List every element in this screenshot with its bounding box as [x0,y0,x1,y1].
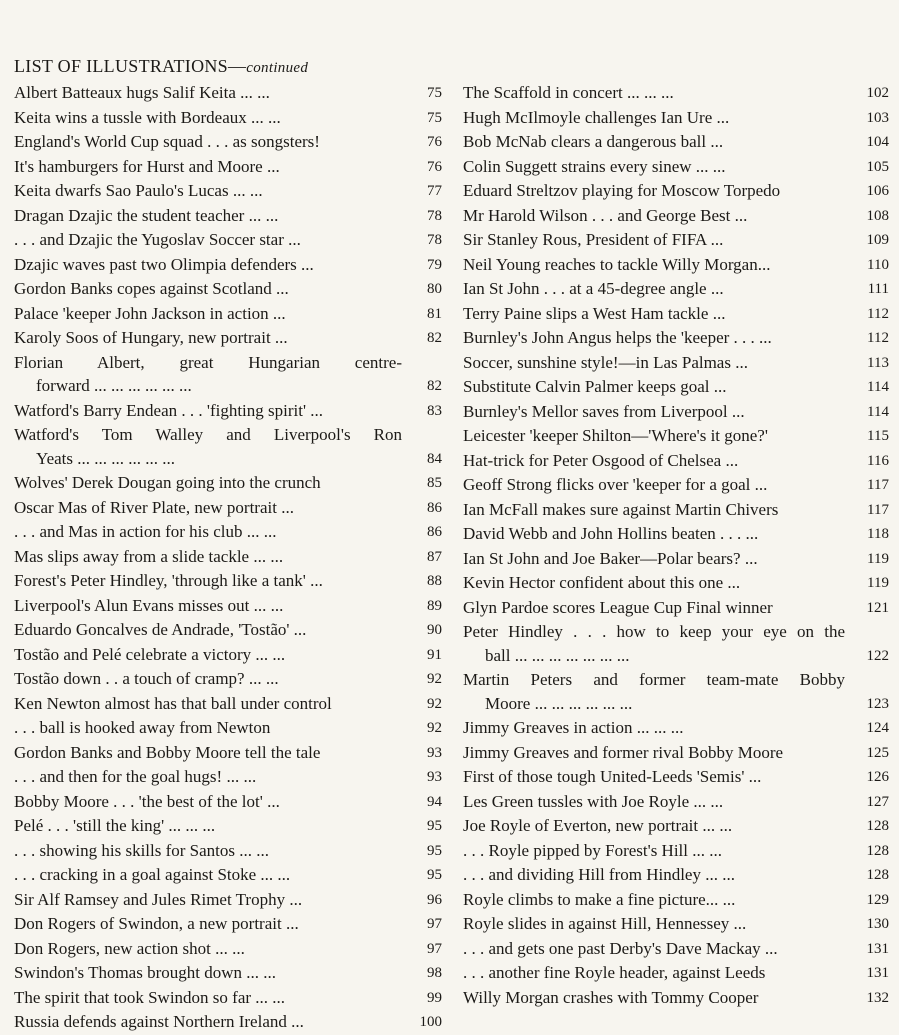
page-number: 123 [866,695,889,712]
list-item [463,155,889,180]
list-item [463,547,889,572]
illustration-caption: Ken Newton almost has that ball under control [14,693,332,713]
list-item [14,863,442,888]
illustration-caption: Mr Harold Wilson . . . and George Best ... [463,205,748,225]
list-item [14,618,442,643]
illustration-caption: England's World Cup squad . . . as songsters! [14,132,320,151]
list-item [463,302,889,327]
list-item [463,692,889,717]
page-number: 117 [867,501,889,518]
illustration-caption: Royle slides in against Hill, Hennessey ... [463,914,747,933]
page-number: 94 [427,793,442,810]
list-item [14,155,442,180]
list-item [463,571,889,596]
page-number: 93 [427,744,442,761]
page-number: 112 [867,330,889,346]
list-item [14,179,442,204]
illustration-caption: Watford's Barry Endean . . . 'fighting spirit' ... [14,400,324,420]
list-item [463,986,889,1011]
page-number: 87 [427,548,442,565]
illustration-caption: Liverpool's Alun Evans misses out ... ... [14,595,284,615]
page-number: 100 [419,1014,442,1030]
illustration-caption: Keita dwarfs Sao Paulo's Lucas ... ... [14,181,263,200]
page-number: 79 [427,256,442,273]
list-item [463,814,889,839]
illustration-caption: . . . Royle pipped by Forest's Hill ... ... [463,840,723,860]
page-number: 92 [427,695,442,712]
left-column [14,81,442,1035]
illustration-caption: Eduardo Goncalves de Andrade, 'Tostão' ... [14,620,307,639]
page-number: 111 [867,281,889,297]
illustration-caption: First of those tough United-Leeds 'Semis' ... [463,767,762,786]
page-number: 119 [867,575,889,591]
illustration-caption: Karoly Soos of Hungary, new portrait ... [14,328,288,347]
illustration-caption: Joe Royle of Everton, new portrait ... ... [463,816,733,835]
illustration-caption: Bobby Moore . . . 'the best of the lot' ... [14,791,280,811]
page-number: 128 [866,867,889,883]
illustration-caption: Jimmy Greaves in action ... ... ... [463,718,684,737]
illustration-caption: forward ... ... ... ... ... ... [36,376,192,395]
illustration-caption: Moore ... ... ... ... ... ... [485,693,633,713]
list-item [14,888,442,913]
page-number: 95 [427,818,442,834]
illustration-caption: Dragan Dzajic the student teacher ... ... [14,205,279,225]
list-item [463,473,889,498]
list-item [463,596,889,621]
list-item [14,643,442,668]
illustration-caption: Ian St John . . . at a 45-degree angle ... [463,279,724,298]
list-item [14,351,442,375]
page-number: 112 [867,305,889,322]
list-item [463,790,889,815]
page-number: 122 [866,647,889,664]
heading-dash: — [227,56,247,76]
illustration-caption: . . . and dividing Hill from Hindley ... ... [463,865,735,884]
page-number: 82 [427,330,442,346]
page-number: 84 [427,450,442,467]
list-item [463,449,889,474]
list-item [463,498,889,523]
illustration-caption: Eduard Streltzov playing for Moscow Torpedo [463,181,781,200]
page-number: 95 [427,867,442,883]
list-item [14,130,442,155]
page-number: 91 [427,646,442,663]
page-number: 115 [867,428,889,444]
list-item [14,569,442,594]
list-item [463,839,889,864]
illustration-caption: Oscar Mas of River Plate, new portrait ... [14,497,294,517]
page-number: 85 [427,475,442,491]
illustration-caption: . . . and then for the goal hugs! ... ... [14,767,257,786]
list-item [14,253,442,278]
page-number [845,668,889,669]
list-item [463,912,889,937]
illustration-caption: Sir Stanley Rous, President of FIFA ... [463,230,724,249]
list-item [463,228,889,253]
illustration-caption: Glyn Pardoe scores League Cup Final winner [463,597,773,617]
illustration-caption: Sir Alf Ramsey and Jules Rimet Trophy ... [14,889,303,909]
heading-title: LIST OF ILLUSTRATIONS [14,56,228,76]
page-number: 127 [866,793,889,810]
page-number: 89 [427,597,442,614]
page-number: 102 [866,85,889,101]
illustration-caption: Florian Albert, great Hungarian centre- [14,352,402,372]
illustration-caption: Geoff Strong flicks over 'keeper for a goal ... [463,475,768,494]
page-number: 114 [867,403,889,420]
illustration-caption: It's hamburgers for Hurst and Moore ... [14,156,280,176]
illustration-caption: Wolves' Derek Dougan going into the crunch [14,473,321,492]
page-number: 121 [866,599,889,616]
page-number: 78 [427,232,442,248]
list-item [14,399,442,424]
illustration-caption: Willy Morgan crashes with Tommy Cooper [463,987,759,1007]
list-item [14,1010,442,1035]
list-item [14,204,442,229]
list-item [463,130,889,155]
illustration-caption: . . . ball is hooked away from Newton [14,718,271,737]
list-item [14,520,442,545]
illustration-caption: The spirit that took Swindon so far ... ... [14,987,286,1007]
illustration-caption: . . . and gets one past Derby's Dave Mackay ... [463,938,778,958]
page-number: 117 [867,477,889,493]
page-number: 125 [866,744,889,761]
list-item [463,253,889,278]
illustration-caption: Yeats ... ... ... ... ... ... [36,448,176,468]
page-number: 128 [866,842,889,859]
list-item [14,81,442,106]
illustration-caption: Burnley's John Angus helps the 'keeper . . . ... [463,328,772,347]
page-number: 119 [867,550,889,567]
list-heading [14,56,308,77]
list-item [14,277,442,302]
page-number: 90 [427,622,442,638]
list-item [14,741,442,766]
list-item [463,522,889,547]
list-item [14,716,442,741]
illustration-caption: Albert Batteaux hugs Salif Keita ... ... [14,83,270,102]
list-item [463,961,889,986]
list-item [14,228,442,253]
page-number: 130 [866,916,889,932]
page-number: 109 [866,232,889,248]
list-item [463,765,889,790]
illustration-caption: Colin Suggett strains every sinew ... ... [463,156,726,176]
list-item [463,863,889,888]
list-item [463,741,889,766]
list-item [14,447,442,472]
page-number: 75 [427,109,442,126]
page-number [402,423,442,424]
page-number: 95 [427,842,442,859]
list-item [463,716,889,741]
list-item [14,496,442,521]
illustration-caption: Don Rogers of Swindon, a new portrait ... [14,914,299,933]
illustration-caption: Hugh McIlmoyle challenges Ian Ure ... [463,107,730,127]
page-number: 99 [427,989,442,1006]
list-item [14,326,442,351]
list-item [463,277,889,302]
illustration-caption: Martin Peters and former team-mate Bobby [463,670,845,689]
list-item [463,106,889,131]
illustration-caption: Kevin Hector confident about this one ... [463,573,741,592]
list-item [14,106,442,131]
list-item [14,986,442,1011]
page-number: 118 [867,526,889,542]
illustration-caption: ball ... ... ... ... ... ... ... [485,645,630,665]
list-item [14,961,442,986]
illustration-caption: Peter Hindley . . . how to keep your eye on the [463,622,845,641]
illustration-caption: Pelé . . . 'still the king' ... ... ... [14,816,216,835]
illustration-caption: Substitute Calvin Palmer keeps goal ... [463,377,727,396]
page-number: 132 [866,989,889,1006]
illustration-caption: Leicester 'keeper Shilton—'Where's it gone?' [463,426,768,445]
list-item [14,545,442,570]
page-number [845,620,889,621]
list-item [14,667,442,692]
page-number: 129 [866,891,889,908]
illustration-caption: . . . showing his skills for Santos ... ... [14,840,270,860]
heading-continued: continued [246,60,309,76]
illustration-caption: Les Green tussles with Joe Royle ... ... [463,791,724,811]
illustration-caption: Terry Paine slips a West Ham tackle ... [463,303,726,323]
page-number: 88 [427,573,442,589]
page-number: 126 [866,769,889,785]
illustration-caption: Swindon's Thomas brought down ... ... [14,963,277,982]
page-number: 108 [866,207,889,224]
list-item [463,81,889,106]
illustration-caption: Don Rogers, new action shot ... ... [14,938,245,958]
illustration-caption: Ian McFall makes sure against Martin Chivers [463,499,779,519]
list-item [14,790,442,815]
list-item [14,814,442,839]
page-number: 98 [427,965,442,981]
list-item [463,179,889,204]
page-number: 83 [427,402,442,419]
illustration-caption: Russia defends against Northern Ireland ... [14,1012,304,1031]
list-item [463,400,889,425]
illustration-caption: Tostão and Pelé celebrate a victory ... ... [14,644,286,664]
list-item [14,423,442,447]
right-column [463,81,889,1010]
list-item [14,692,442,717]
illustration-caption: Soccer, sunshine style!—in Las Palmas ... [463,352,748,372]
page-number: 104 [866,134,889,150]
page-number: 114 [867,379,889,395]
page-number: 128 [866,818,889,834]
illustration-caption: Watford's Tom Walley and Liverpool's Ron [14,425,402,444]
page-number: 78 [427,207,442,224]
page-number: 116 [867,452,889,469]
list-item [463,620,889,644]
list-item [463,937,889,962]
page-number [402,351,442,352]
list-item [463,326,889,351]
illustration-caption: Keita wins a tussle with Bordeaux ... ... [14,107,281,127]
page-number: 75 [427,85,442,101]
list-item [14,594,442,619]
page-number: 103 [866,109,889,126]
illustration-caption: Gordon Banks copes against Scotland ... [14,279,289,298]
illustration-caption: . . . and Dzajic the Yugoslav Soccer star ... [14,230,301,249]
illustration-caption: Gordon Banks and Bobby Moore tell the tale [14,742,321,762]
page-number: 124 [866,720,889,736]
list-item [14,912,442,937]
illustration-caption: Mas slips away from a slide tackle ... ... [14,546,284,566]
illustration-caption: Ian St John and Joe Baker—Polar bears? ... [463,548,758,568]
list-item [463,204,889,229]
list-item [14,839,442,864]
page-number: 80 [427,281,442,297]
page-number: 76 [427,158,442,175]
page-number: 96 [427,891,442,908]
page-number: 92 [427,720,442,736]
illustration-caption: Neil Young reaches to tackle Willy Morgan... [463,254,771,274]
list-item [14,765,442,790]
illustration-caption: Burnley's Mellor saves from Liverpool ... [463,401,745,421]
page-number: 77 [427,183,442,199]
illustration-caption: . . . cracking in a goal against Stoke ... ... [14,865,291,884]
illustration-caption: Tostão down . . a touch of cramp? ... ... [14,669,279,688]
list-item [14,302,442,327]
illustration-caption: . . . another fine Royle header, against Leeds [463,963,766,982]
page-number: 81 [427,305,442,322]
illustration-caption: Dzajic waves past two Olimpia defenders ... [14,254,314,274]
page-number: 93 [427,769,442,785]
illustration-caption: Jimmy Greaves and former rival Bobby Moore [463,742,784,762]
list-item [14,937,442,962]
illustration-caption: Palace 'keeper John Jackson in action ... [14,303,286,323]
list-item [463,644,889,669]
page-number: 86 [427,499,442,516]
list-item [14,471,442,496]
illustration-caption: . . . and Mas in action for his club ... ... [14,522,277,541]
list-item [463,424,889,449]
page-number: 110 [867,256,889,273]
list-item [14,374,442,399]
illustration-caption: David Webb and John Hollins beaten . . . ... [463,524,759,543]
list-item [463,375,889,400]
list-item [463,351,889,376]
page-number: 76 [427,134,442,150]
page-number: 106 [866,183,889,199]
illustration-caption: Hat-trick for Peter Osgood of Chelsea ... [463,450,739,470]
illustration-caption: Forest's Peter Hindley, 'through like a tank' ... [14,571,323,590]
illustration-caption: The Scaffold in concert ... ... ... [463,83,674,102]
page-number: 97 [427,916,442,932]
page-number: 113 [867,354,889,371]
page-number: 82 [427,378,442,394]
illustration-caption: Bob McNab clears a dangerous ball ... [463,132,724,151]
page-number: 131 [866,940,889,957]
page-number: 92 [427,671,442,687]
page-number: 97 [427,940,442,957]
page-number: 131 [866,965,889,981]
page-number: 86 [427,524,442,540]
list-item [463,888,889,913]
illustration-caption: Royle climbs to make a fine picture... ... [463,889,736,909]
page-number: 105 [866,158,889,175]
list-item [463,668,889,692]
